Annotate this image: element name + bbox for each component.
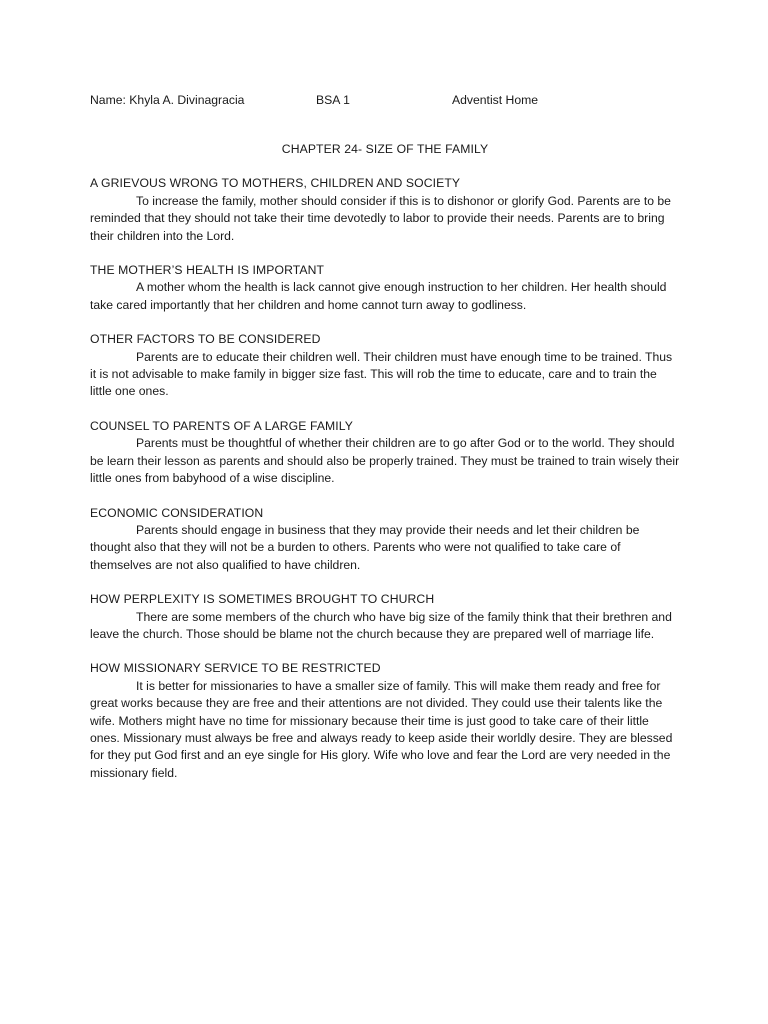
section-mothers-health (90, 262, 680, 314)
section-other-factors (90, 331, 680, 401)
subject-label: Adventist Home (452, 93, 539, 107)
section-body: Parents are to educate their children well. Their children must have enough time to be trained. Thus it is not advisable to make family in bigger size fast. This will rob the time to educate, care and to train the little one ones. (90, 349, 673, 399)
course-label: BSA 1 (316, 93, 350, 107)
section-heading: ECONOMIC CONSIDERATION (90, 505, 264, 520)
section-heading: OTHER FACTORS TO BE CONSIDERED (90, 332, 321, 347)
section-body: It is better for missionaries to have a smaller size of family. This will make them ready and free for great works because they are free and their attentions are not divided. They could use their talents like the wife. Mothers might have no time for missionary because their time is just good to take care of their little ones. Missionary must always be free and always ready to keep aside their worldly desire. They are blessed for they put God first and an eye single for His glory. Wife who love and fear the Lord are very needed in the missionary field. (90, 678, 673, 780)
section-body: Parents should engage in business that they may provide their needs and let their children be thought also that they will not be a burden to others. Parents who were not qualified to take care of themselves are not also qualified to have children. (90, 522, 640, 572)
section-body: There are some members of the church who have big size of the family think that their brethren and leave the church. Those should be blame not the church because they are prepared well of marriage life. (90, 609, 672, 641)
section-missionary-service (90, 660, 680, 782)
section-heading: HOW MISSIONARY SERVICE TO BE RESTRICTED (90, 661, 381, 676)
student-name: Name: Khyla A. Divinagracia (90, 93, 245, 107)
section-body: A mother whom the health is lack cannot give enough instruction to her children. Her health should take cared importantly that her children and home cannot turn away to godliness. (90, 280, 667, 312)
section-body: Parents must be thoughtful of whether their children are to go after God or to the world. They should be learn their lesson as parents and should also be properly trained. They must be trained to train wisely their little ones from babyhood of a wise discipline. (90, 436, 680, 486)
section-heading: THE MOTHER’S HEALTH IS IMPORTANT (90, 263, 325, 278)
section-heading: HOW PERPLEXITY IS SOMETIMES BROUGHT TO CHURCH (90, 592, 435, 607)
section-heading: A GRIEVOUS WRONG TO MOTHERS, CHILDREN AND SOCIETY (90, 176, 461, 191)
section-perplexity-church (90, 591, 680, 643)
document-header (90, 92, 680, 110)
section-grievous-wrong (90, 175, 680, 245)
section-body: To increase the family, mother should consider if this is to dishonor or glorify God. Parents are to be reminded that they should not take their time devotedly to labor to provide their needs. Parents are to bring their children into the Lord. (90, 193, 671, 243)
section-large-family-counsel (90, 418, 680, 488)
section-economic-consideration (90, 505, 680, 575)
chapter-title: CHAPTER 24- SIZE OF THE FAMILY (281, 142, 489, 156)
section-heading: COUNSEL TO PARENTS OF A LARGE FAMILY (90, 418, 353, 433)
